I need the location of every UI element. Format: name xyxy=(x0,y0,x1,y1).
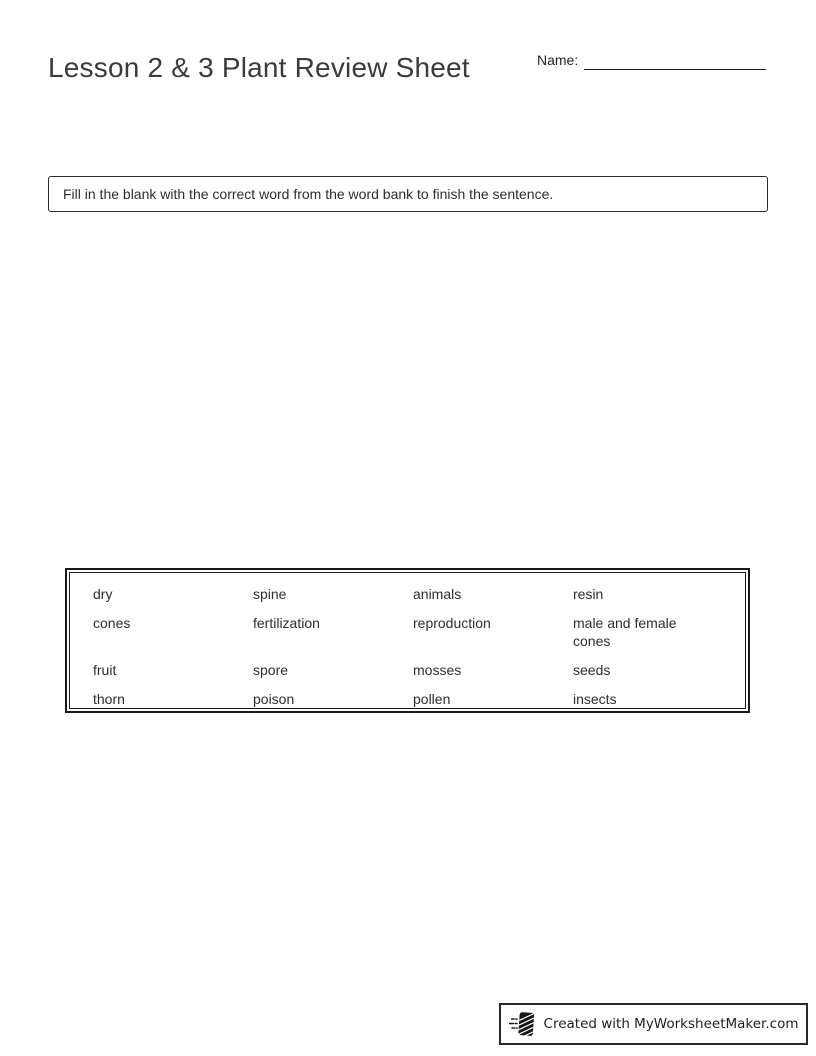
word-bank-item: resin xyxy=(573,586,604,602)
word-bank-item: fertilization xyxy=(253,615,320,631)
name-label: Name: xyxy=(537,52,579,68)
name-field xyxy=(537,50,766,70)
word-bank-item: animals xyxy=(413,586,462,602)
word-bank-item: seeds xyxy=(573,662,611,678)
footer-credit-box xyxy=(499,1003,808,1045)
word-bank-item: reproduction xyxy=(413,615,491,631)
word-bank-item: male and female cones xyxy=(573,615,677,649)
word-bank-item: fruit xyxy=(93,662,117,678)
word-bank-grid xyxy=(69,572,746,709)
word-bank-item: thorn xyxy=(93,691,125,707)
instruction-box xyxy=(48,176,768,212)
word-bank-item: spore xyxy=(253,662,289,678)
page-title: Lesson 2 & 3 Plant Review Sheet xyxy=(48,52,470,83)
word-bank-item: spine xyxy=(253,586,287,602)
word-bank-item: pollen xyxy=(413,691,451,707)
word-bank-item: poison xyxy=(253,691,295,707)
footer-credit-text: Created with MyWorksheetMaker.com xyxy=(543,1016,799,1032)
word-bank-item: cones xyxy=(93,615,131,631)
flying-worksheet-icon xyxy=(509,1010,536,1038)
word-bank-item: dry xyxy=(93,586,113,602)
word-bank xyxy=(65,568,750,713)
word-bank-item: mosses xyxy=(413,662,462,678)
instruction-text: Fill in the blank with the correct word from the word bank to finish the sentence. xyxy=(63,186,554,202)
word-bank-item: insects xyxy=(573,691,617,707)
name-blank-line xyxy=(584,50,766,70)
